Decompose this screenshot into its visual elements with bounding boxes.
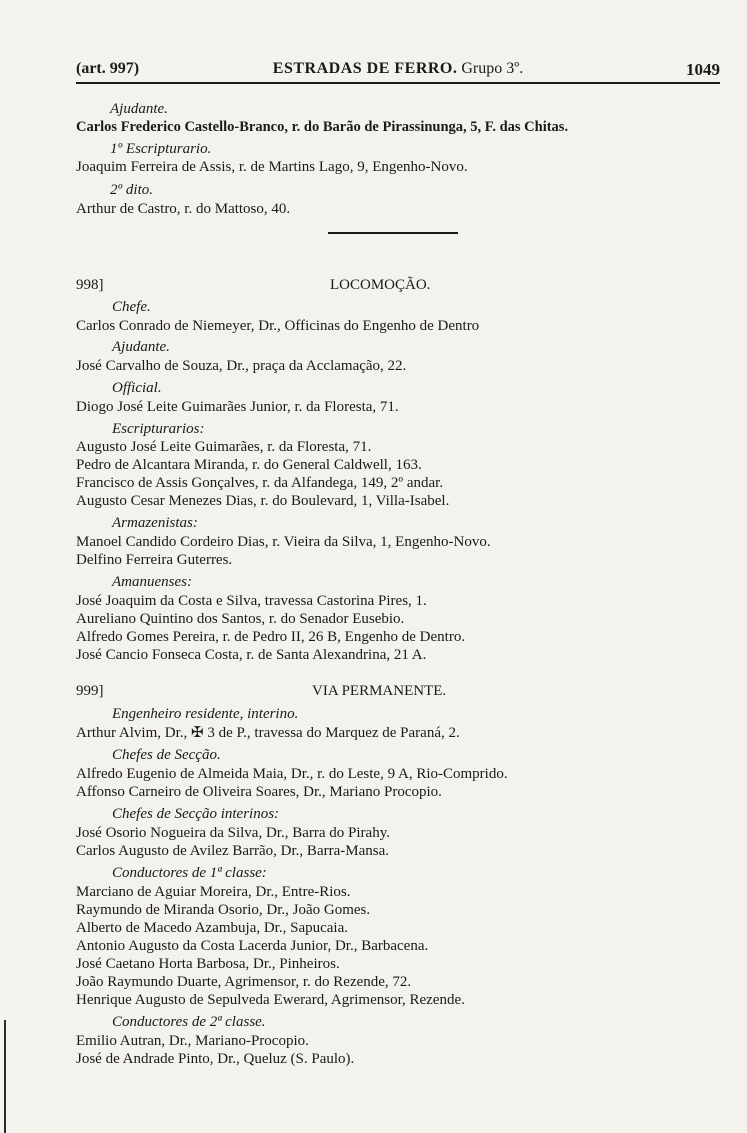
entry-line: Diogo José Leite Guimarães Junior, r. da Floresta, 71.: [76, 399, 399, 415]
role-heading: Engenheiro residente, interino.: [112, 706, 299, 722]
entry-line: Marciano de Aguiar Moreira, Dr., Entre-Rios.: [76, 884, 351, 900]
entry-line: Manoel Candido Cordeiro Dias, r. Vieira da Silva, 1, Engenho-Novo.: [76, 534, 491, 550]
running-title-main: ESTRADAS DE FERRO.: [272, 60, 458, 77]
entry-line: Carlos Frederico Castello-Branco, r. do Barão de Pirassinunga, 5, F. das Chitas.: [76, 119, 569, 135]
entry-line: Alberto de Macedo Azambuja, Dr., Sapucaia.: [76, 920, 348, 936]
entry-line: José Caetano Horta Barbosa, Dr., Pinheiros.: [76, 956, 340, 972]
role-heading: Armazenistas:: [112, 515, 198, 531]
section-divider: [328, 232, 458, 234]
margin-mark: [4, 1020, 6, 1133]
entry-line: Alfredo Gomes Pereira, r. de Pedro II, 26 B, Engenho de Dentro.: [76, 629, 466, 645]
entry-line: José Joaquim da Costa e Silva, travessa Castorina Pires, 1.: [76, 593, 427, 609]
entry-line: Joaquim Ferreira de Assis, r. de Martins Lago, 9, Engenho-Novo.: [76, 159, 468, 175]
role-heading: Official.: [112, 380, 162, 396]
entry-line: José de Andrade Pinto, Dr., Queluz (S. Paulo).: [76, 1051, 355, 1067]
role-heading: Ajudante.: [110, 101, 168, 117]
page-header: [76, 60, 720, 84]
entry-line: Alfredo Eugenio de Almeida Maia, Dr., r. do Leste, 9 A, Rio-Comprido.: [76, 766, 508, 782]
role-heading: Chefes de Secção.: [112, 747, 221, 763]
entry-line: Arthur de Castro, r. do Mattoso, 40.: [76, 201, 291, 217]
section-number: 999]: [76, 683, 104, 699]
entry-line: Emilio Autran, Dr., Mariano-Procopio.: [76, 1033, 309, 1049]
entry-line: José Carvalho de Souza, Dr., praça da Acclamação, 22.: [76, 358, 407, 374]
entry-line: Augusto Cesar Menezes Dias, r. do Boulevard, 1, Villa-Isabel.: [76, 493, 450, 509]
entry-line: João Raymundo Duarte, Agrimensor, r. do Rezende, 72.: [76, 974, 412, 990]
entry-line: Antonio Augusto da Costa Lacerda Junior, Dr., Barbacena.: [76, 938, 429, 954]
role-heading: Escripturarios:: [112, 421, 205, 437]
role-heading: 2º dito.: [110, 182, 153, 198]
role-heading: Chefes de Secção interinos:: [112, 806, 280, 822]
entry-line: Affonso Carneiro de Oliveira Soares, Dr., Mariano Procopio.: [76, 784, 442, 800]
entry-line: Carlos Augusto de Avilez Barrão, Dr., Barra-Mansa.: [76, 843, 389, 859]
page-number: 1049: [686, 60, 720, 79]
role-heading: Amanuenses:: [112, 574, 192, 590]
section-title: VIA PERMANENTE.: [312, 683, 447, 699]
article-ref: (art. 997): [76, 60, 140, 77]
running-title: [76, 60, 720, 78]
entry-line: Aureliano Quintino dos Santos, r. do Senador Eusebio.: [76, 611, 405, 627]
role-heading: Conductores de 1ª classe:: [112, 865, 267, 881]
entry-line: Delfino Ferreira Guterres.: [76, 552, 233, 568]
entry-line: Pedro de Alcantara Miranda, r. do General Caldwell, 163.: [76, 457, 422, 473]
entry-line: José Cancio Fonseca Costa, r. de Santa Alexandrina, 21 A.: [76, 647, 427, 663]
running-title-group: Grupo 3º.: [461, 60, 524, 77]
role-heading: Ajudante.: [112, 339, 170, 355]
entry-line: Arthur Alvim, Dr., ✠ 3 de P., travessa do Marquez de Paraná, 2.: [76, 725, 460, 741]
role-heading: Conductores de 2ª classe.: [112, 1014, 266, 1030]
entry-line: Augusto José Leite Guimarães, r. da Floresta, 71.: [76, 439, 372, 455]
entry-line: Francisco de Assis Gonçalves, r. da Alfandega, 149, 2º andar.: [76, 475, 444, 491]
role-heading: 1º Escripturario.: [110, 141, 212, 157]
entry-line: Carlos Conrado de Niemeyer, Dr., Officinas do Engenho de Dentro: [76, 318, 480, 334]
section-number: 998]: [76, 277, 104, 293]
entry-line: Henrique Augusto de Sepulveda Ewerard, Agrimensor, Rezende.: [76, 992, 465, 1008]
section-title: LOCOMOÇÃO.: [330, 277, 431, 293]
role-heading: Chefe.: [112, 299, 151, 315]
entry-line: José Osorio Nogueira da Silva, Dr., Barra do Pirahy.: [76, 825, 390, 841]
entry-line: Raymundo de Miranda Osorio, Dr., João Gomes.: [76, 902, 371, 918]
